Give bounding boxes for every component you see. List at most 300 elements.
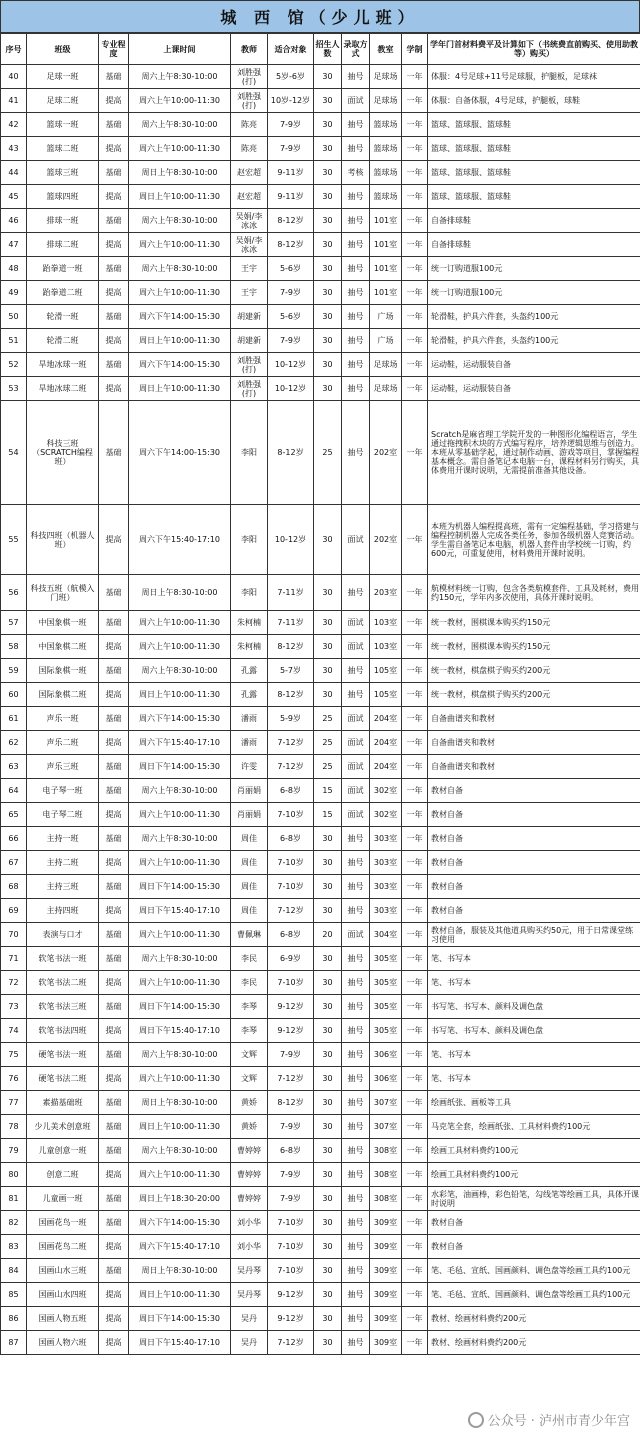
cell-admission: 抽号: [342, 1283, 370, 1307]
cell-time: 周六上午8:30-10:00: [129, 779, 231, 803]
cell-index: 59: [1, 659, 27, 683]
cell-class: 篮球四班: [27, 185, 99, 209]
cell-time: 周日下午14:00-15:30: [129, 1307, 231, 1331]
cell-duration: 一年: [402, 209, 428, 233]
cell-admission: 抽号: [342, 137, 370, 161]
cell-duration: 一年: [402, 1115, 428, 1139]
cell-level: 提高: [99, 1163, 129, 1187]
cell-level: 提高: [99, 377, 129, 401]
cell-level: 提高: [99, 1307, 129, 1331]
cell-index: 71: [1, 947, 27, 971]
cell-room: 302室: [370, 779, 402, 803]
table-row: [1, 731, 640, 755]
cell-admission: 抽号: [342, 65, 370, 89]
cell-duration: 一年: [402, 731, 428, 755]
cell-age: 7-9岁: [268, 1115, 314, 1139]
cell-time: 周日上午8:30-10:00: [129, 1259, 231, 1283]
cell-class: 篮球一班: [27, 113, 99, 137]
cell-class: 中国象棋一班: [27, 611, 99, 635]
cell-materials: 统一教材，围棋课本购买约150元: [428, 611, 640, 635]
cell-class: 创意二班: [27, 1163, 99, 1187]
cell-teacher: 吴丹琴: [231, 1283, 268, 1307]
cell-room: 105室: [370, 659, 402, 683]
cell-class: 电子琴二班: [27, 803, 99, 827]
table-row: [1, 377, 640, 401]
cell-level: 基础: [99, 1187, 129, 1211]
cell-level: 提高: [99, 1331, 129, 1355]
cell-teacher: 孔露: [231, 659, 268, 683]
cell-teacher: 吴娟/李冰冰: [231, 233, 268, 257]
cell-admission: 抽号: [342, 875, 370, 899]
cell-admission: 抽号: [342, 185, 370, 209]
cell-quota: 30: [314, 305, 342, 329]
cell-age: 6-8岁: [268, 1139, 314, 1163]
cell-level: 提高: [99, 899, 129, 923]
cell-class: 轮滑二班: [27, 329, 99, 353]
cell-duration: 一年: [402, 707, 428, 731]
cell-index: 69: [1, 899, 27, 923]
cell-admission: 抽号: [342, 575, 370, 611]
cell-time: 周日上午10:00-11:30: [129, 329, 231, 353]
cell-age: 7-11岁: [268, 575, 314, 611]
cell-level: 提高: [99, 1019, 129, 1043]
cell-quota: 25: [314, 707, 342, 731]
cell-duration: 一年: [402, 1307, 428, 1331]
cell-duration: 一年: [402, 851, 428, 875]
cell-time: 周日下午15:40-17:10: [129, 1331, 231, 1355]
cell-class: 主持二班: [27, 851, 99, 875]
table-header-row: [1, 34, 640, 65]
cell-time: 周六上午8:30-10:00: [129, 113, 231, 137]
cell-admission: 抽号: [342, 851, 370, 875]
cell-level: 基础: [99, 305, 129, 329]
cell-class: 科技三班（SCRATCH编程班）: [27, 401, 99, 505]
cell-room: 309室: [370, 1283, 402, 1307]
cell-time: 周六上午8:30-10:00: [129, 1139, 231, 1163]
cell-teacher: 潘雨: [231, 731, 268, 755]
cell-index: 65: [1, 803, 27, 827]
cell-room: 103室: [370, 635, 402, 659]
cell-teacher: 黄娇: [231, 1115, 268, 1139]
cell-time: 周六上午10:00-11:30: [129, 281, 231, 305]
cell-age: 5-9岁: [268, 707, 314, 731]
table-row: [1, 575, 640, 611]
cell-room: 101室: [370, 257, 402, 281]
table-row: [1, 803, 640, 827]
cell-quota: 15: [314, 803, 342, 827]
cell-quota: 30: [314, 137, 342, 161]
cell-time: 周六上午10:00-11:30: [129, 971, 231, 995]
cell-level: 基础: [99, 353, 129, 377]
cell-quota: 30: [314, 161, 342, 185]
cell-class: 旱地冰球一班: [27, 353, 99, 377]
cell-index: 62: [1, 731, 27, 755]
cell-admission: 面试: [342, 731, 370, 755]
cell-room: 篮球场: [370, 161, 402, 185]
cell-materials: 教材自备: [428, 803, 640, 827]
cell-duration: 一年: [402, 659, 428, 683]
cell-room: 309室: [370, 1211, 402, 1235]
cell-duration: 一年: [402, 803, 428, 827]
table-row: [1, 1067, 640, 1091]
cell-age: 7-9岁: [268, 1043, 314, 1067]
cell-index: 40: [1, 65, 27, 89]
cell-teacher: 朱柯楠: [231, 611, 268, 635]
cell-materials: 篮球、篮球服、篮球鞋: [428, 161, 640, 185]
cell-index: 48: [1, 257, 27, 281]
cell-quota: 30: [314, 89, 342, 113]
cell-class: 软笔书法三班: [27, 995, 99, 1019]
cell-materials: 教材自备: [428, 899, 640, 923]
table-row: [1, 755, 640, 779]
cell-teacher: 曹婷婷: [231, 1187, 268, 1211]
cell-quota: 30: [314, 1043, 342, 1067]
cell-room: 202室: [370, 401, 402, 505]
cell-age: 7-10岁: [268, 851, 314, 875]
table-row: [1, 1211, 640, 1235]
cell-quota: 30: [314, 1307, 342, 1331]
cell-class: 主持四班: [27, 899, 99, 923]
cell-admission: 抽号: [342, 1019, 370, 1043]
cell-index: 60: [1, 683, 27, 707]
cell-index: 49: [1, 281, 27, 305]
cell-time: 周六上午8:30-10:00: [129, 659, 231, 683]
cell-index: 41: [1, 89, 27, 113]
cell-room: 308室: [370, 1163, 402, 1187]
cell-duration: 一年: [402, 1019, 428, 1043]
cell-quota: 30: [314, 113, 342, 137]
cell-room: 204室: [370, 755, 402, 779]
cell-admission: 面试: [342, 611, 370, 635]
cell-class: 排球二班: [27, 233, 99, 257]
cell-room: 309室: [370, 1235, 402, 1259]
cell-quota: 30: [314, 611, 342, 635]
cell-materials: 自备曲谱夹和教材: [428, 731, 640, 755]
cell-materials: 教材自备: [428, 875, 640, 899]
cell-duration: 一年: [402, 161, 428, 185]
cell-age: 5-6岁: [268, 257, 314, 281]
cell-teacher: 李阳: [231, 505, 268, 575]
cell-level: 提高: [99, 89, 129, 113]
cell-time: 周日上午18:30-20:00: [129, 1187, 231, 1211]
cell-age: 9-12岁: [268, 995, 314, 1019]
cell-class: 少儿美术创意班: [27, 1115, 99, 1139]
cell-time: 周六下午14:00-15:30: [129, 401, 231, 505]
cell-materials: 教材自备: [428, 779, 640, 803]
table-row: [1, 1235, 640, 1259]
cell-age: 8-12岁: [268, 209, 314, 233]
cell-time: 周六上午8:30-10:00: [129, 209, 231, 233]
cell-class: 硬笔书法一班: [27, 1043, 99, 1067]
cell-level: 提高: [99, 185, 129, 209]
cell-time: 周日上午10:00-11:30: [129, 1283, 231, 1307]
cell-admission: 抽号: [342, 659, 370, 683]
cell-admission: 抽号: [342, 1067, 370, 1091]
cell-teacher: 吴丹: [231, 1307, 268, 1331]
cell-teacher: 李琴: [231, 1019, 268, 1043]
cell-room: 306室: [370, 1067, 402, 1091]
cell-quota: 25: [314, 755, 342, 779]
cell-duration: 一年: [402, 1283, 428, 1307]
cell-duration: 一年: [402, 971, 428, 995]
cell-materials: 教材自备: [428, 827, 640, 851]
cell-room: 篮球场: [370, 113, 402, 137]
cell-quota: 30: [314, 377, 342, 401]
cell-time: 周六下午14:00-15:30: [129, 707, 231, 731]
cell-room: 305室: [370, 1019, 402, 1043]
cell-index: 80: [1, 1163, 27, 1187]
cell-materials: 书写笔、书写本、颜料及调色盘: [428, 1019, 640, 1043]
cell-age: 7-9岁: [268, 1163, 314, 1187]
cell-age: 6-8岁: [268, 827, 314, 851]
cell-teacher: 吴丹琴: [231, 1259, 268, 1283]
cell-class: 表演与口才: [27, 923, 99, 947]
cell-index: 58: [1, 635, 27, 659]
cell-teacher: 刘胜强(打): [231, 377, 268, 401]
cell-room: 302室: [370, 803, 402, 827]
table-row: [1, 1115, 640, 1139]
cell-class: 硬笔书法二班: [27, 1067, 99, 1091]
cell-index: 66: [1, 827, 27, 851]
cell-index: 83: [1, 1235, 27, 1259]
cell-admission: 抽号: [342, 947, 370, 971]
table-row: [1, 899, 640, 923]
cell-index: 44: [1, 161, 27, 185]
cell-room: 103室: [370, 611, 402, 635]
cell-class: 素描基础班: [27, 1091, 99, 1115]
cell-time: 周六上午10:00-11:30: [129, 233, 231, 257]
cell-age: 9-12岁: [268, 1283, 314, 1307]
cell-index: 51: [1, 329, 27, 353]
cell-age: 7-10岁: [268, 971, 314, 995]
watermark: [468, 1410, 630, 1429]
col-header-materials: 学年门首材料费平及计算如下（书统费直前购买、使用助教等）购买）: [428, 34, 640, 65]
cell-admission: 抽号: [342, 1259, 370, 1283]
cell-index: 84: [1, 1259, 27, 1283]
cell-class: 篮球三班: [27, 161, 99, 185]
cell-quota: 30: [314, 257, 342, 281]
cell-time: 周日上午10:00-11:30: [129, 683, 231, 707]
cell-admission: 抽号: [342, 305, 370, 329]
table-row: [1, 947, 640, 971]
cell-duration: 一年: [402, 1163, 428, 1187]
cell-room: 203室: [370, 575, 402, 611]
cell-level: 基础: [99, 1211, 129, 1235]
cell-class: 声乐三班: [27, 755, 99, 779]
cell-teacher: 周佳: [231, 899, 268, 923]
cell-class: 软笔书法四班: [27, 1019, 99, 1043]
cell-class: 国际象棋二班: [27, 683, 99, 707]
cell-level: 基础: [99, 1139, 129, 1163]
cell-level: 基础: [99, 947, 129, 971]
cell-teacher: 胡建新: [231, 329, 268, 353]
cell-room: 足球场: [370, 377, 402, 401]
cell-time: 周六下午14:00-15:30: [129, 353, 231, 377]
cell-teacher: 肖丽娟: [231, 779, 268, 803]
cell-index: 53: [1, 377, 27, 401]
cell-level: 基础: [99, 755, 129, 779]
cell-materials: 书写笔、书写本、颜料及调色盘: [428, 995, 640, 1019]
cell-materials: 统一教材，棋盘棋子购买约200元: [428, 659, 640, 683]
cell-teacher: 李琴: [231, 995, 268, 1019]
cell-materials: 统一教材，围棋课本购买约150元: [428, 635, 640, 659]
cell-teacher: 文辉: [231, 1043, 268, 1067]
cell-room: 303室: [370, 827, 402, 851]
cell-duration: 一年: [402, 329, 428, 353]
table-row: [1, 185, 640, 209]
cell-materials: 笔、书写本: [428, 1067, 640, 1091]
cell-teacher: 赵宏超: [231, 185, 268, 209]
cell-materials: 体服：自备体服，4号足球，护腿板，球鞋: [428, 89, 640, 113]
cell-room: 305室: [370, 947, 402, 971]
cell-time: 周六上午8:30-10:00: [129, 947, 231, 971]
cell-duration: 一年: [402, 233, 428, 257]
cell-level: 提高: [99, 731, 129, 755]
cell-teacher: 李阳: [231, 575, 268, 611]
cell-duration: 一年: [402, 377, 428, 401]
cell-materials: 教材、绘画材料费约200元: [428, 1307, 640, 1331]
cell-time: 周六上午10:00-11:30: [129, 851, 231, 875]
cell-index: 85: [1, 1283, 27, 1307]
cell-quota: 25: [314, 731, 342, 755]
cell-level: 基础: [99, 707, 129, 731]
cell-teacher: 曹佩琳: [231, 923, 268, 947]
table-row: [1, 707, 640, 731]
cell-duration: 一年: [402, 611, 428, 635]
cell-age: 7-10岁: [268, 1211, 314, 1235]
cell-admission: 抽号: [342, 971, 370, 995]
cell-admission: 抽号: [342, 353, 370, 377]
cell-admission: 面试: [342, 779, 370, 803]
cell-duration: 一年: [402, 683, 428, 707]
cell-quota: 30: [314, 1283, 342, 1307]
cell-materials: Scratch是麻省理工学院开发的一种图形化编程语言，学生通过拖拽积木块的方式编写程序，培养逻辑思维与创造力。本班从零基础学起，通过制作动画、游戏等项目，掌握编程基本概念。需自备笔记本电脑一台，课程材料另行购买，具体费用开课时说明，无需提前准备其他设备。: [428, 401, 640, 505]
cell-time: 周日下午15:40-17:10: [129, 899, 231, 923]
cell-level: 基础: [99, 113, 129, 137]
table-row: [1, 89, 640, 113]
cell-materials: 篮球、篮球服、篮球鞋: [428, 185, 640, 209]
cell-quota: 30: [314, 281, 342, 305]
cell-time: 周六上午10:00-11:30: [129, 611, 231, 635]
cell-admission: 考核: [342, 161, 370, 185]
cell-room: 204室: [370, 731, 402, 755]
cell-materials: 体服：4号足球+11号足球服，护腿板，足球袜: [428, 65, 640, 89]
cell-age: 9-11岁: [268, 185, 314, 209]
cell-materials: 笔、书写本: [428, 947, 640, 971]
cell-age: 7-12岁: [268, 899, 314, 923]
table-row: [1, 779, 640, 803]
cell-admission: 抽号: [342, 899, 370, 923]
table-row: [1, 233, 640, 257]
cell-class: 声乐二班: [27, 731, 99, 755]
cell-time: 周六下午15:40-17:10: [129, 731, 231, 755]
col-header-index: 序号: [1, 34, 27, 65]
cell-quota: 30: [314, 505, 342, 575]
cell-duration: 一年: [402, 1187, 428, 1211]
cell-class: 国画人物五班: [27, 1307, 99, 1331]
cell-teacher: 陈亮: [231, 137, 268, 161]
cell-level: 基础: [99, 401, 129, 505]
table-row: [1, 1091, 640, 1115]
cell-index: 45: [1, 185, 27, 209]
cell-teacher: 朱柯楠: [231, 635, 268, 659]
cell-admission: 面试: [342, 755, 370, 779]
cell-age: 7-10岁: [268, 875, 314, 899]
cell-age: 8-12岁: [268, 1091, 314, 1115]
cell-duration: 一年: [402, 401, 428, 505]
cell-materials: 自备排球鞋: [428, 209, 640, 233]
cell-time: 周日下午15:40-17:10: [129, 1019, 231, 1043]
cell-admission: 面试: [342, 707, 370, 731]
table-row: [1, 329, 640, 353]
cell-time: 周六上午8:30-10:00: [129, 65, 231, 89]
cell-materials: 绘画纸张、画板等工具: [428, 1091, 640, 1115]
cell-materials: 轮滑鞋，护具六件套，头盔约100元: [428, 329, 640, 353]
cell-teacher: 王宇: [231, 281, 268, 305]
table-row: [1, 113, 640, 137]
cell-level: 提高: [99, 971, 129, 995]
cell-age: 9-12岁: [268, 1307, 314, 1331]
cell-level: 提高: [99, 683, 129, 707]
col-header-time: 上课时间: [129, 34, 231, 65]
cell-duration: 一年: [402, 923, 428, 947]
cell-time: 周日下午14:00-15:30: [129, 755, 231, 779]
cell-teacher: 赵宏超: [231, 161, 268, 185]
cell-index: 54: [1, 401, 27, 505]
cell-quota: 30: [314, 875, 342, 899]
cell-index: 56: [1, 575, 27, 611]
cell-level: 提高: [99, 1235, 129, 1259]
cell-index: 52: [1, 353, 27, 377]
table-row: [1, 827, 640, 851]
cell-quota: 30: [314, 971, 342, 995]
cell-class: 足球二班: [27, 89, 99, 113]
cell-quota: 30: [314, 995, 342, 1019]
cell-index: 77: [1, 1091, 27, 1115]
cell-duration: 一年: [402, 1211, 428, 1235]
cell-room: 足球场: [370, 89, 402, 113]
cell-time: 周六下午15:40-17:10: [129, 1235, 231, 1259]
cell-materials: 统一订购道服100元: [428, 281, 640, 305]
col-header-room: 教室: [370, 34, 402, 65]
cell-index: 63: [1, 755, 27, 779]
cell-level: 基础: [99, 161, 129, 185]
cell-duration: 一年: [402, 1139, 428, 1163]
cell-age: 7-12岁: [268, 755, 314, 779]
cell-age: 5-7岁: [268, 659, 314, 683]
cell-class: 中国象棋二班: [27, 635, 99, 659]
cell-index: 70: [1, 923, 27, 947]
cell-teacher: 肖丽娟: [231, 803, 268, 827]
cell-age: 9-11岁: [268, 161, 314, 185]
cell-index: 73: [1, 995, 27, 1019]
table-row: [1, 65, 640, 89]
cell-teacher: 孔露: [231, 683, 268, 707]
cell-teacher: 刘胜强(打): [231, 65, 268, 89]
table-row: [1, 305, 640, 329]
cell-quota: 30: [314, 575, 342, 611]
watermark-text: 公众号 · 泸州市青少年宫: [487, 1414, 630, 1429]
cell-materials: 教材自备，服装及其他道具购买约50元，用于日常课堂练习使用: [428, 923, 640, 947]
cell-age: 7-9岁: [268, 281, 314, 305]
cell-index: 57: [1, 611, 27, 635]
cell-materials: 教材自备: [428, 1235, 640, 1259]
cell-materials: 轮滑鞋，护具六件套，头盔约100元: [428, 305, 640, 329]
class-table: [0, 33, 640, 1355]
cell-time: 周日上午10:00-11:30: [129, 377, 231, 401]
cell-index: 72: [1, 971, 27, 995]
cell-quota: 20: [314, 923, 342, 947]
